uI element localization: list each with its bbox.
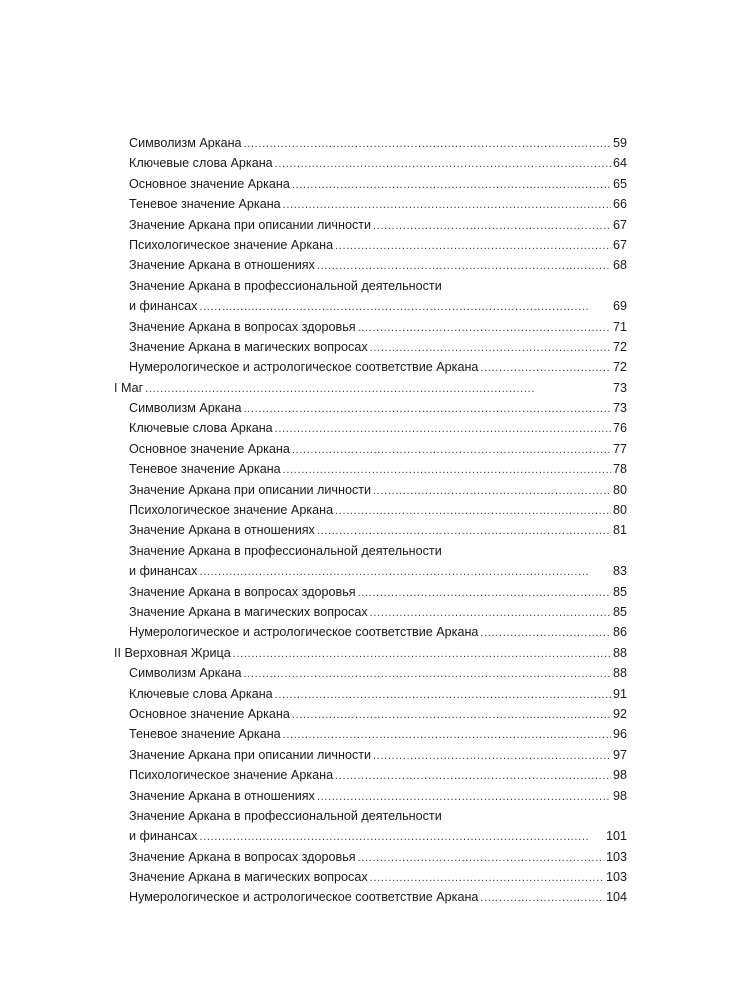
toc-section-entry[interactable] xyxy=(114,541,627,561)
toc-section-entry[interactable] xyxy=(114,582,627,602)
toc-entry-title: Основное значение Аркана xyxy=(129,706,290,721)
toc-entry-title: Значение Аркана в отношениях xyxy=(129,523,315,538)
toc-section-entry[interactable] xyxy=(114,663,627,683)
toc-section-entry[interactable] xyxy=(114,337,627,357)
toc-entry-page: 65 xyxy=(612,176,627,191)
toc-entry-title: Значение Аркана в отношениях xyxy=(129,788,315,803)
toc-section-entry[interactable] xyxy=(114,317,627,337)
toc-chapter-entry[interactable] xyxy=(114,378,627,398)
toc-entry-title: Психологическое значение Аркана xyxy=(129,768,334,783)
toc-entry-page: 86 xyxy=(612,625,627,640)
toc-entry-page: 80 xyxy=(612,503,627,518)
toc-section-entry[interactable] xyxy=(114,684,627,704)
toc-dot-leader xyxy=(335,501,611,521)
toc-dot-leader xyxy=(244,399,611,419)
toc-entry-title: Теневое значение Аркана xyxy=(129,197,281,212)
toc-entry-title: Значение Аркана в отношениях xyxy=(129,258,315,273)
toc-dot-leader xyxy=(317,256,611,276)
toc-entry-page: 59 xyxy=(612,136,627,150)
toc-section-entry[interactable] xyxy=(114,786,627,806)
toc-dot-leader xyxy=(480,358,611,378)
toc-entry-page: 88 xyxy=(612,645,627,660)
toc-entry-page: 96 xyxy=(612,727,627,742)
toc-entry-page: 78 xyxy=(612,462,627,477)
toc-entry-title: Значение Аркана в магических вопросах xyxy=(129,339,368,354)
toc-entry-title: Теневое значение Аркана xyxy=(129,727,281,742)
toc-entry-page: 66 xyxy=(612,197,627,212)
toc-section-entry[interactable] xyxy=(114,500,627,520)
toc-entry-page: 98 xyxy=(612,788,627,803)
toc-entry-page: 68 xyxy=(612,258,627,273)
toc-dot-leader xyxy=(244,134,611,154)
toc-entry-title: Значение Аркана в вопросах здоровья xyxy=(129,584,356,599)
toc-entry-title: Нумерологическое и астрологическое соответствие Аркана xyxy=(129,890,479,905)
toc-entry-page: 88 xyxy=(612,666,627,681)
toc-entry-title: Ключевые слова Аркана xyxy=(129,686,273,701)
toc-section-entry[interactable] xyxy=(114,765,627,785)
toc-entry-page: 67 xyxy=(612,237,627,252)
toc-entry-page: 85 xyxy=(612,604,627,619)
toc-entry-page: 67 xyxy=(612,217,627,232)
toc-entry-title: Значение Аркана в вопросах здоровья xyxy=(129,319,356,334)
toc-section-entry[interactable] xyxy=(114,847,627,867)
toc-entry-title: Символизм Аркана xyxy=(129,401,242,416)
toc-entry-page: 92 xyxy=(612,706,627,721)
toc-dot-leader xyxy=(373,216,611,236)
toc-section-entry[interactable] xyxy=(114,561,627,581)
toc-entry-title: Теневое значение Аркана xyxy=(129,462,281,477)
toc-entry-page: 91 xyxy=(612,686,627,701)
toc-entry-title: Значение Аркана при описании личности xyxy=(129,747,372,762)
toc-section-entry[interactable] xyxy=(114,867,627,887)
toc-entry-title: Символизм Аркана xyxy=(129,136,242,150)
toc-section-entry[interactable] xyxy=(114,296,627,316)
toc-dot-leader xyxy=(370,338,611,358)
toc-dot-leader xyxy=(358,848,604,868)
toc-dot-leader xyxy=(317,521,611,541)
toc-entry-title: Основное значение Аркана xyxy=(129,441,290,456)
toc-section-entry[interactable] xyxy=(114,887,627,907)
toc-entry-title: II Верховная Жрица xyxy=(114,645,231,660)
toc-entry-page: 72 xyxy=(612,360,627,375)
toc-dot-leader xyxy=(244,664,611,684)
toc-entry-title: Ключевые слова Аркана xyxy=(129,156,273,171)
toc-section-entry[interactable] xyxy=(114,357,627,377)
toc-dot-leader xyxy=(480,888,604,908)
toc-entry-title: Значение Аркана в профессиональной деятельности xyxy=(129,543,442,558)
toc-entry-page: 73 xyxy=(612,401,627,416)
toc-entry-page: 80 xyxy=(612,482,627,497)
toc-entry-title: Значение Аркана в вопросах здоровья xyxy=(129,849,356,864)
toc-section-entry[interactable] xyxy=(114,459,627,479)
toc-entry-page: 85 xyxy=(612,584,627,599)
toc-entry-page: 97 xyxy=(612,747,627,762)
toc-section-entry[interactable] xyxy=(114,276,627,296)
toc-section-entry[interactable] xyxy=(114,418,627,438)
toc-entry-page: 77 xyxy=(612,441,627,456)
toc-entry-title: Значение Аркана в магических вопросах xyxy=(129,870,368,885)
toc-dot-leader xyxy=(358,318,611,338)
toc-entry-page: 81 xyxy=(612,523,627,538)
toc-section-entry[interactable] xyxy=(114,255,627,275)
toc-entry-title: Значение Аркана в профессиональной деятельности xyxy=(129,278,442,293)
toc-entry-title: Психологическое значение Аркана xyxy=(129,503,334,518)
toc-entry-page: 71 xyxy=(612,319,627,334)
toc-entry-title: и финансах xyxy=(129,829,198,844)
toc-entry-title: Значение Аркана в магических вопросах xyxy=(129,604,368,619)
toc-dot-leader xyxy=(199,562,611,582)
toc-dot-leader xyxy=(370,603,611,623)
toc-entry-page: 98 xyxy=(612,768,627,783)
toc-entry-title: Символизм Аркана xyxy=(129,666,242,681)
toc-entry-page: 104 xyxy=(605,890,627,905)
toc-entry-page: 73 xyxy=(612,380,627,395)
toc-entry-title: и финансах xyxy=(129,299,198,314)
toc-section-entry[interactable] xyxy=(114,194,627,214)
toc-dot-leader xyxy=(283,195,611,215)
toc-entry-page: 72 xyxy=(612,339,627,354)
toc-section-entry[interactable] xyxy=(114,235,627,255)
toc-section-entry[interactable] xyxy=(114,704,627,724)
toc-section-entry[interactable] xyxy=(114,174,627,194)
toc-section-entry[interactable] xyxy=(114,133,627,153)
toc-dot-leader xyxy=(335,236,611,256)
toc-entry-title: Значение Аркана при описании личности xyxy=(129,217,372,232)
table-of-contents xyxy=(114,133,627,908)
toc-section-entry[interactable] xyxy=(114,520,627,540)
toc-section-entry[interactable] xyxy=(114,806,627,826)
toc-section-entry[interactable] xyxy=(114,826,627,846)
toc-entry-title: Ключевые слова Аркана xyxy=(129,421,273,436)
toc-dot-leader xyxy=(199,297,611,317)
toc-dot-leader xyxy=(292,175,611,195)
toc-entry-title: Значение Аркана в профессиональной деятельности xyxy=(129,808,442,823)
toc-entry-title: Основное значение Аркана xyxy=(129,176,290,191)
toc-entry-page: 69 xyxy=(612,299,627,314)
toc-entry-page: 64 xyxy=(612,156,627,171)
toc-section-entry[interactable] xyxy=(114,622,627,642)
toc-dot-leader xyxy=(358,583,611,603)
toc-dot-leader xyxy=(275,154,611,174)
toc-entry-page: 101 xyxy=(605,829,627,844)
toc-dot-leader xyxy=(317,787,611,807)
toc-dot-leader xyxy=(145,379,611,399)
toc-dot-leader xyxy=(283,460,611,480)
toc-section-entry[interactable] xyxy=(114,480,627,500)
toc-entry-title: Значение Аркана при описании личности xyxy=(129,482,372,497)
toc-dot-leader xyxy=(283,725,611,745)
toc-dot-leader xyxy=(199,827,604,847)
toc-section-entry[interactable] xyxy=(114,153,627,173)
toc-dot-leader xyxy=(292,440,611,460)
toc-dot-leader xyxy=(373,481,611,501)
toc-dot-leader xyxy=(480,623,611,643)
toc-dot-leader xyxy=(335,766,611,786)
toc-section-entry[interactable] xyxy=(114,398,627,418)
toc-dot-leader xyxy=(275,419,611,439)
toc-entry-page: 83 xyxy=(612,564,627,579)
toc-entry-title: I Маг xyxy=(114,380,144,395)
toc-dot-leader xyxy=(373,746,611,766)
toc-chapter-entry[interactable] xyxy=(114,643,627,663)
toc-section-entry[interactable] xyxy=(114,439,627,459)
toc-dot-leader xyxy=(275,685,611,705)
toc-entry-title: Нумерологическое и астрологическое соответствие Аркана xyxy=(129,360,479,375)
toc-entry-page: 103 xyxy=(605,870,627,885)
toc-entry-page: 103 xyxy=(605,849,627,864)
toc-entry-page: 76 xyxy=(612,421,627,436)
toc-section-entry[interactable] xyxy=(114,602,627,622)
toc-section-entry[interactable] xyxy=(114,724,627,744)
toc-section-entry[interactable] xyxy=(114,745,627,765)
toc-entry-title: Нумерологическое и астрологическое соответствие Аркана xyxy=(129,625,479,640)
toc-dot-leader xyxy=(233,644,611,664)
toc-section-entry[interactable] xyxy=(114,215,627,235)
toc-dot-leader xyxy=(370,868,604,888)
toc-entry-title: и финансах xyxy=(129,564,198,579)
toc-entry-title: Психологическое значение Аркана xyxy=(129,237,334,252)
toc-dot-leader xyxy=(292,705,611,725)
